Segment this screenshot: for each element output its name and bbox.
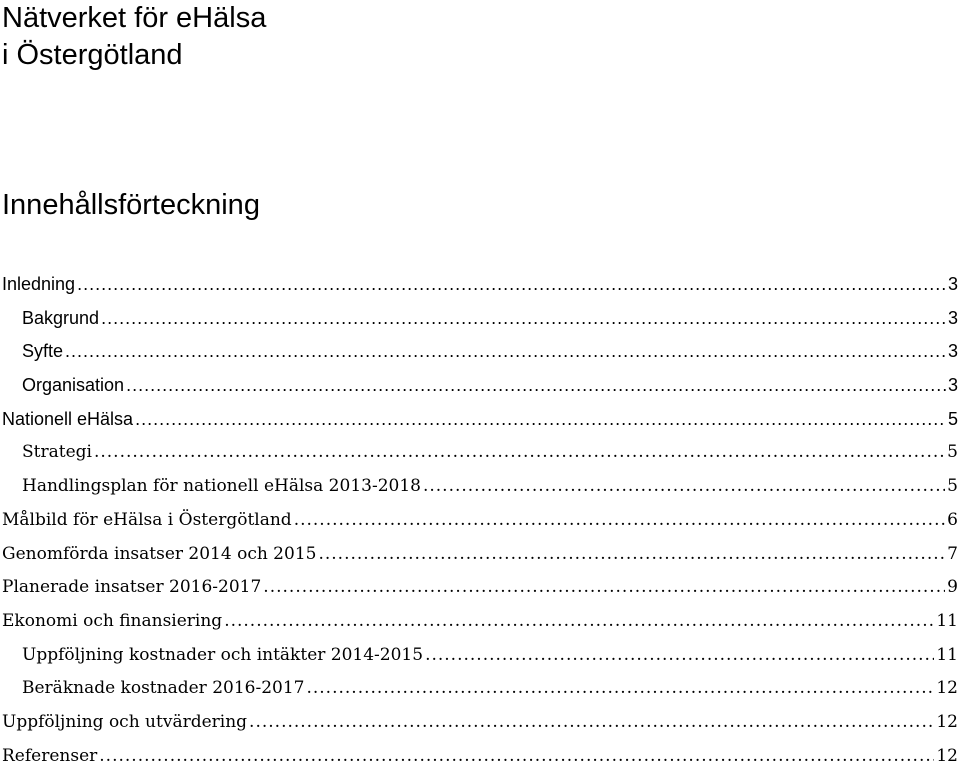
- toc-entry-page: 12: [936, 745, 958, 766]
- toc-entry-label: Målbild för eHälsa i Östergötland: [2, 509, 292, 530]
- toc-entry[interactable]: [0, 538, 960, 572]
- toc-leader: [94, 436, 945, 470]
- toc-leader: [99, 740, 934, 773]
- toc-entry-label: Ekonomi och finansiering: [2, 610, 223, 631]
- toc-leader: [306, 672, 934, 706]
- toc-entry[interactable]: [0, 672, 960, 706]
- toc-entry[interactable]: [0, 605, 960, 639]
- document-title-line-1: Nätverket för eHälsa: [2, 2, 267, 34]
- toc-entry-label: Organisation: [22, 375, 125, 396]
- toc-entry-page: 3: [947, 274, 958, 294]
- toc-entry[interactable]: [0, 302, 960, 336]
- toc-entry[interactable]: [0, 740, 960, 773]
- toc-entry-page: 11: [936, 610, 958, 631]
- toc-entry-label: Bakgrund: [22, 307, 100, 328]
- toc-entry[interactable]: [0, 403, 960, 437]
- toc-entry-label: Beräknade kostnader 2016-2017: [22, 678, 305, 699]
- toc-entry[interactable]: [0, 504, 960, 538]
- toc-leader: [423, 470, 945, 504]
- toc-entry[interactable]: [0, 335, 960, 369]
- toc-entry-label: Strategi: [22, 442, 92, 463]
- toc-entry[interactable]: [0, 436, 960, 470]
- toc-entry[interactable]: [0, 470, 960, 504]
- toc-leader: [126, 369, 946, 403]
- toc-entry[interactable]: [0, 369, 960, 403]
- toc-entry-label: Syfte: [22, 341, 64, 362]
- toc-leader: [263, 571, 945, 605]
- toc-entry-label: Uppföljning och utvärdering: [2, 711, 248, 732]
- toc-leader: [224, 605, 934, 639]
- toc-entry-page: 5: [947, 442, 958, 463]
- toc-entry-label: Uppföljning kostnader och intäkter 2014-2015: [22, 644, 424, 665]
- toc-entry-label: Nationell eHälsa: [2, 408, 134, 429]
- toc-entry-page: 3: [947, 341, 958, 362]
- toc-leader: [101, 302, 946, 336]
- toc-entry-page: 3: [947, 375, 958, 396]
- toc-entry[interactable]: [0, 268, 960, 302]
- toc-entry-page: 12: [936, 711, 958, 732]
- toc-entry-page: 11: [936, 644, 958, 665]
- toc-leader: [135, 403, 946, 437]
- toc-entry[interactable]: [0, 639, 960, 673]
- toc-leader: [249, 706, 934, 740]
- toc-entry-label: Handlingsplan för nationell eHälsa 2013-2018: [22, 476, 421, 497]
- toc-entry-page: 6: [947, 509, 958, 530]
- toc-entry-label: Planerade insatser 2016-2017: [2, 577, 262, 598]
- toc-entry-page: 7: [947, 543, 958, 564]
- toc-entry-page: 12: [936, 678, 958, 699]
- toc-entry-page: 9: [947, 577, 958, 598]
- toc-heading: Innehållsförteckning: [2, 189, 260, 221]
- toc-entry-label: Genomförda insatser 2014 och 2015: [2, 543, 317, 564]
- table-of-contents: [0, 268, 960, 773]
- toc-entry-page: 3: [947, 307, 958, 328]
- toc-leader: [77, 268, 946, 302]
- toc-entry-page: 5: [947, 408, 958, 429]
- toc-entry-label: Referenser: [2, 745, 98, 766]
- toc-leader: [294, 504, 945, 538]
- document-title-line-2: i Östergötland: [2, 39, 183, 71]
- toc-leader: [318, 538, 945, 572]
- toc-leader: [65, 335, 946, 369]
- toc-entry-page: 5: [947, 476, 958, 497]
- toc-entry-label: Inledning: [2, 274, 76, 294]
- toc-entry[interactable]: [0, 571, 960, 605]
- toc-leader: [425, 639, 934, 673]
- toc-entry[interactable]: [0, 706, 960, 740]
